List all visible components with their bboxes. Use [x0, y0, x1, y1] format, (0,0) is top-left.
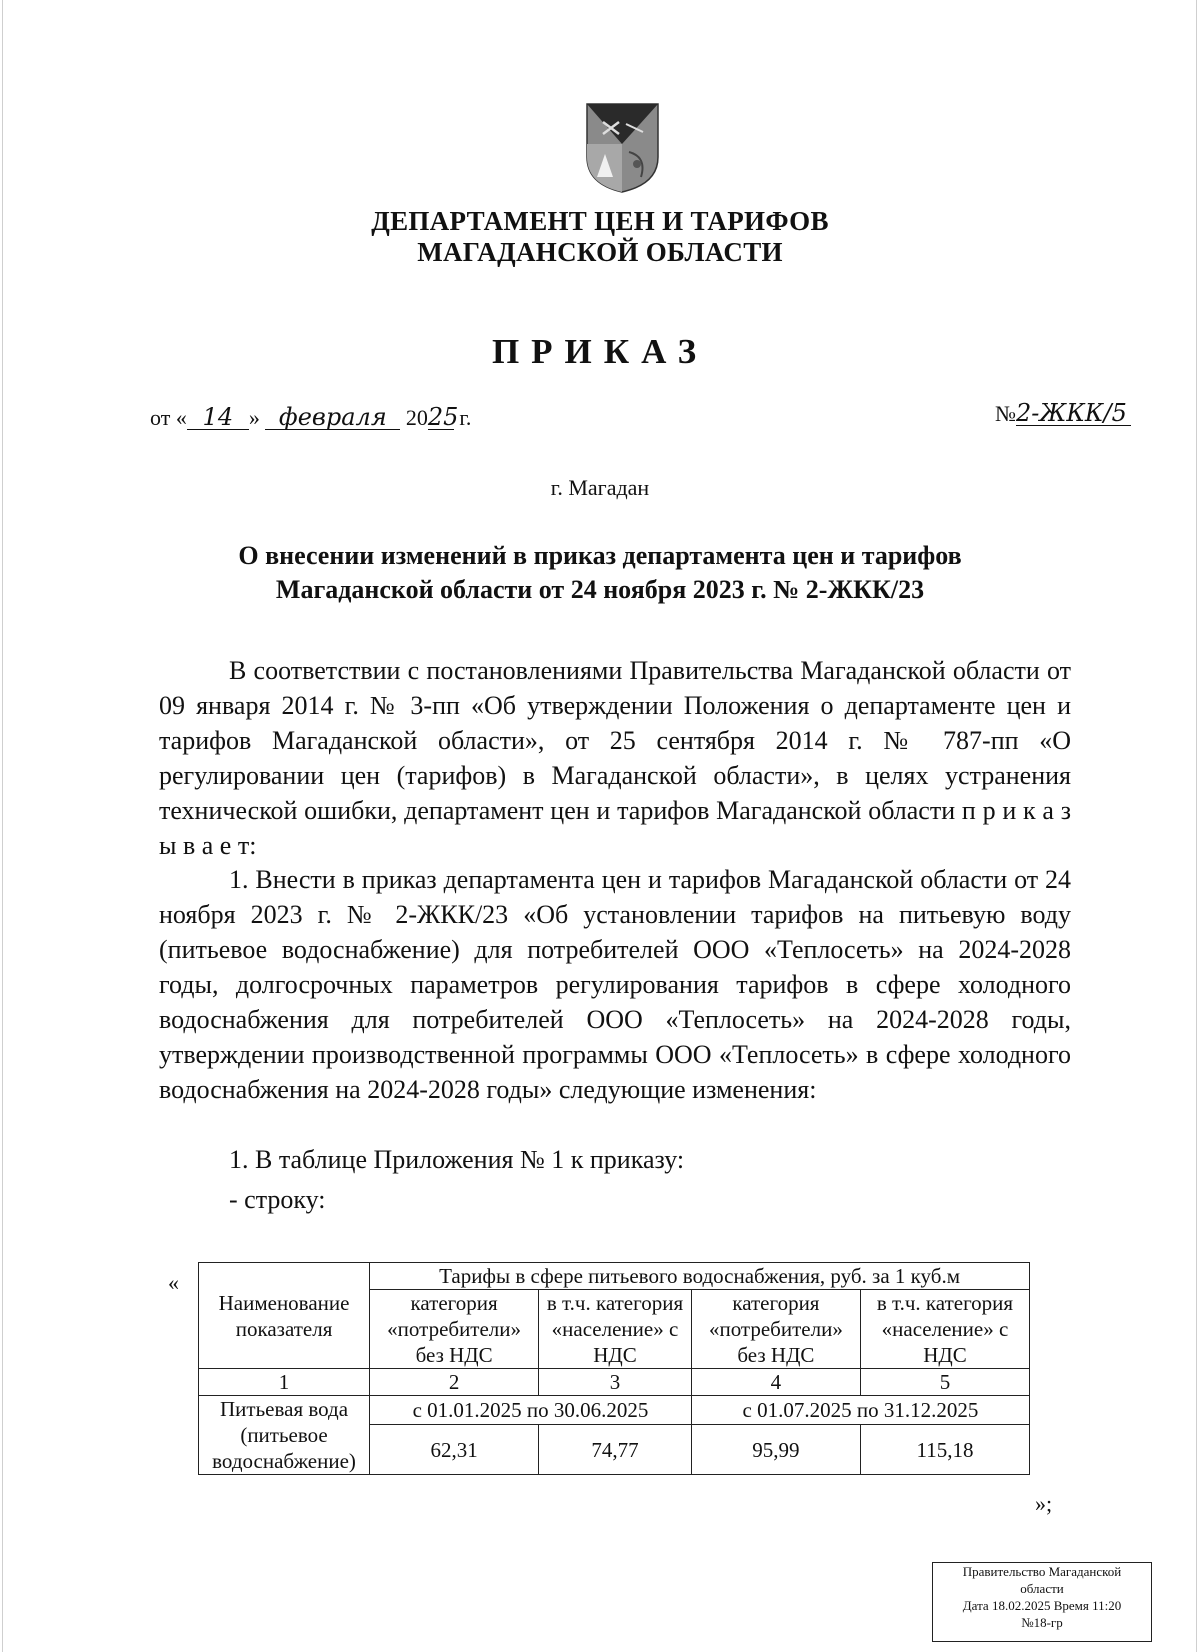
paragraph-item-1: 1. Внести в приказ департамента цен и тарифов Магаданской области от 24 ноября 2023 г. № 2-ЖКК/23 «Об установлении тарифов на питьевую воду (питьевое водоснабжение) для потребителей ООО «Теплосеть» на 2024-2028 годы, долгосрочных параметров регулирования тарифов в сфере холодного водоснабжения для потребителей ООО «Теплосеть» на 2024-2028 годы, утверждении производственной программы ООО «Теплосеть» в сфере холодного водоснабжения на 2024-2028 годы» следующие изменения: — [159, 865, 1071, 1104]
paragraph-row-label: - строку: — [229, 1185, 326, 1214]
stamp-line1: Правительство Магаданской — [962, 1564, 1122, 1579]
period-cell: с 01.01.2025 по 30.06.2025 — [370, 1396, 692, 1425]
date-suffix: г. — [459, 405, 472, 430]
body-paragraph-1 — [159, 653, 1071, 863]
subheader-cell: в т.ч. категория «население» с НДС — [539, 1290, 692, 1369]
column-number: 2 — [370, 1369, 539, 1396]
date-year-prefix: 20 — [405, 405, 428, 430]
column-number: 3 — [539, 1369, 692, 1396]
subheader-cell: категория «потребители» без НДС — [691, 1290, 860, 1369]
date-day-handwritten: 14 — [187, 405, 249, 430]
col-name-header: Наименование показателя — [199, 1263, 370, 1369]
date-prefix: от « — [150, 405, 187, 430]
body-paragraph-4 — [159, 1182, 1071, 1217]
stamp-line2: области — [1020, 1581, 1064, 1596]
org-name-line1: ДЕПАРТАМЕНТ ЦЕН И ТАРИФОВ — [371, 206, 829, 236]
group-header: Тарифы в сфере питьевого водоснабжения, руб. за 1 куб.м — [370, 1263, 1030, 1290]
coat-of-arms-icon — [585, 102, 660, 194]
tariff-table — [198, 1262, 1030, 1475]
quote-close: »; — [1035, 1491, 1053, 1516]
value-cell: 115,18 — [860, 1425, 1029, 1475]
value-cell: 95,99 — [691, 1425, 860, 1475]
stamp-line3: Дата 18.02.2025 Время 11:20 — [962, 1598, 1122, 1613]
number-handwritten: 2-ЖКК/5 — [1016, 401, 1131, 426]
quote-open: « — [168, 1270, 179, 1295]
subheader-cell: категория «потребители» без НДС — [370, 1290, 539, 1369]
table-row — [199, 1396, 1030, 1425]
row-name-cell: Питьевая вода (питьевое водоснабжение) — [199, 1396, 370, 1475]
body-paragraph-2 — [159, 862, 1071, 1107]
city: г. Магадан — [550, 475, 650, 500]
column-number: 1 — [199, 1369, 370, 1396]
order-heading — [0, 539, 1200, 607]
order-number — [995, 401, 1131, 427]
subheader-cell: в т.ч. категория «население» с НДС — [860, 1290, 1029, 1369]
stamp-line4: №18-гр — [1021, 1615, 1063, 1630]
table-header-row — [199, 1263, 1030, 1290]
doc-type-title: ПРИКАЗ — [491, 332, 709, 371]
number-prefix: № — [995, 401, 1016, 426]
body-paragraph-3 — [159, 1142, 1071, 1177]
registration-stamp — [932, 1562, 1152, 1642]
heading-line1: О внесении изменений в приказ департамента цен и тарифов — [238, 541, 962, 570]
heading-line2: Магаданской области от 24 ноября 2023 г. № 2-ЖКК/23 — [275, 575, 925, 604]
period-cell: с 01.07.2025 по 31.12.2025 — [691, 1396, 1029, 1425]
paragraph-sub-item: 1. В таблице Приложения № 1 к приказу: — [229, 1145, 685, 1174]
value-cell: 62,31 — [370, 1425, 539, 1475]
paragraph-preamble: В соответствии с постановлениями Правительства Магаданской области от 09 января 2014 г. № 3-пп «Об утверждении Положения о департаменте цен и тарифов Магаданской области», от 25 сентября 2014 г. № 787-пп «О регулировании цен (тарифов) в Магаданской области», в целях устранения технической ошибки, департамент цен и тарифов Магаданской области п р и к а з ы в а е т: — [159, 656, 1071, 860]
org-name-line2: МАГАДАНСКОЙ ОБЛАСТИ — [417, 237, 783, 267]
date-year-handwritten: 25 — [427, 403, 459, 431]
table-column-number-row — [199, 1369, 1030, 1396]
order-date — [150, 405, 471, 431]
column-number: 4 — [691, 1369, 860, 1396]
date-month-handwritten: февраля — [265, 405, 400, 430]
date-mid: » — [248, 405, 260, 430]
column-number: 5 — [860, 1369, 1029, 1396]
value-cell: 74,77 — [539, 1425, 692, 1475]
